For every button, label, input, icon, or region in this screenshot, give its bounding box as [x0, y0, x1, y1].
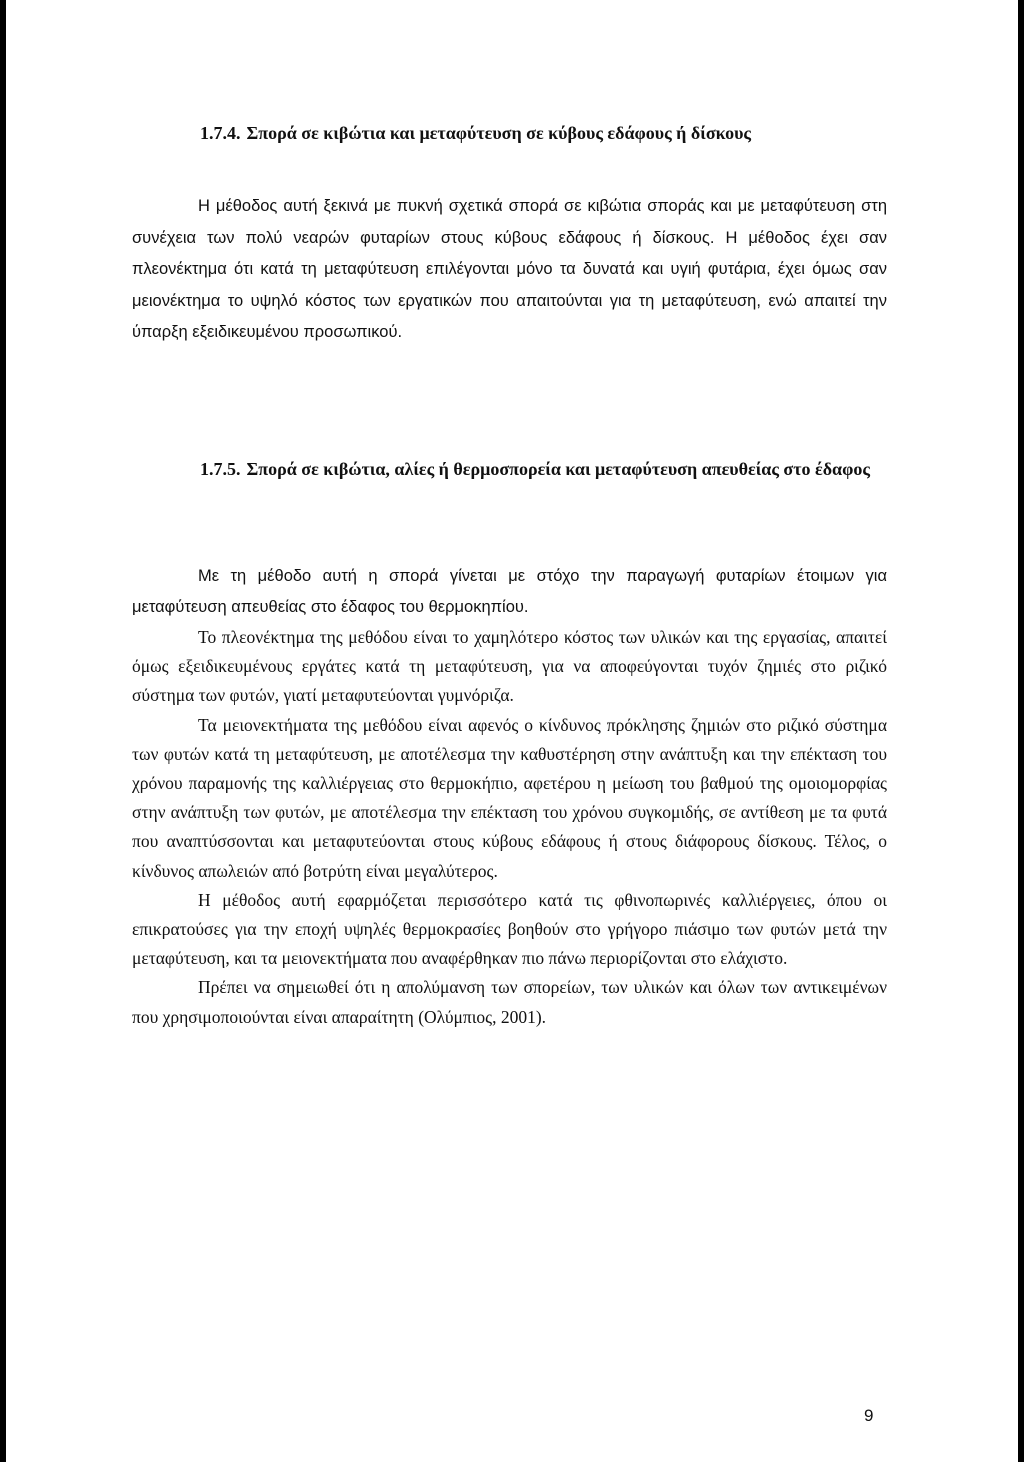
body-paragraph: Πρέπει να σημειωθεί ότι η απολύμανση των σπορείων, των υλικών και όλων των αντικειμένων που χρησιμοποιούνται είναι απαραίτητη (Ολύμπιος, 2001). — [132, 977, 887, 1027]
section-1-7-4-paragraph: Η μέθοδος αυτή ξεκινά με πυκνή σχετικά σπορά σε κιβώτια σποράς και με μεταφύτευση στη συνέχεια των πολύ νεαρών φυταρίων στους κύβους εδάφους ή δίσκους. Η μέθοδος έχει σαν πλεονέκτημα ότι κατά τη μεταφύτευση επιλέγονται μόνο τα δυνατά και υγιή φυτάρια, έχει όμως σαν μειονέκτημα το υψηλό κόστος των εργατικών που απαιτούνται για τη μεταφύτευση, ενώ απαιτεί την ύπαρξη εξειδικευμένου προσωπικού. — [132, 197, 887, 341]
document-page — [6, 0, 1018, 1462]
section-title: Σπορά σε κιβώτια, αλίες ή θερμοσπορεία και μεταφύτευση απευθείας στο έδαφος — [246, 459, 870, 479]
body-paragraph: Με τη μέθοδο αυτή η σπορά γίνεται με στόχο την παραγωγή φυταρίων έτοιμων για μεταφύτευση απευθείας στο έδαφος του θερμοκηπίου. — [132, 567, 887, 616]
body-paragraph: Τα μειονεκτήματα της μεθόδου είναι αφενός ο κίνδυνος πρόκλησης ζημιών στο ριζικό σύστημα των φυτών κατά τη μεταφύτευση, με αποτέλεσμα την καθυστέρηση στην ανάπτυξη και την επέκταση του χρόνου παραμονής της καλλιέργειας στο θερμοκήπιο, αφετέρου η μείωση του βαθμού της ομοιομορφίας στην ανάπτυξη των φυτών, με αποτέλεσμα την επέκταση του χρόνου συγκομιδής, σε αντίθεση με τα φυτά που αναπτύσσονται και μεταφυτεύονται στους κύβους εδάφους ή στους διάφορους δίσκους. Τέλος, ο κίνδυνος απωλειών από βοτρύτη είναι μεγαλύτερος. — [132, 714, 887, 881]
body-paragraph: Το πλεονέκτημα της μεθόδου είναι το χαμηλότερο κόστος των υλικών και της εργασίας, απαιτεί όμως εξειδικευμένους εργάτες κατά τη μεταφύτευση, για να αποφεύγονται τυχόν ζημιές στο ριζικό σύστημα των φυτών, γιατί μεταφυτεύονται γυμνόριζα. — [132, 627, 887, 706]
section-title: Σπορά σε κιβώτια και μεταφύτευση σε κύβους εδάφους ή δίσκους — [246, 123, 752, 143]
section-1-7-5-body — [132, 561, 887, 1032]
body-paragraph: Η μέθοδος αυτή εφαρμόζεται περισσότερο κατά τις φθινοπωρινές καλλιέργειες, όπου οι επικρατούσες για την εποχή υψηλές θερμοκρασίες βοηθούν στο γρήγορο πιάσιμο των φυτών μετά την μεταφύτευση, και τα μειονεκτήματα που αναφέρθηκαν πιο πάνω περιορίζονται στο ελάχιστο. — [132, 889, 887, 969]
section-number: 1.7.5. — [200, 459, 241, 479]
section-heading-1-7-5 — [132, 452, 887, 486]
section-heading-1-7-4 — [200, 118, 751, 149]
section-number: 1.7.4. — [200, 123, 241, 143]
page-number: 9 — [864, 1406, 874, 1425]
